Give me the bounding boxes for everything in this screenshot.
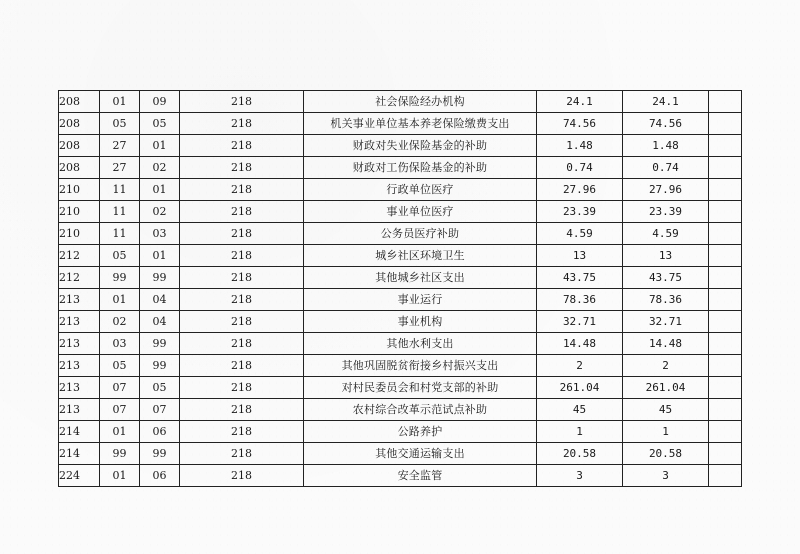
subitem-code-cell: 03 [140, 223, 180, 245]
class-code-cell: 208 [59, 135, 100, 157]
empty-cell [709, 443, 742, 465]
unit-code-cell: 218 [180, 377, 304, 399]
subitem-code-cell: 07 [140, 399, 180, 421]
unit-code-cell: 218 [180, 399, 304, 421]
amount-basic-cell: 32.71 [623, 311, 709, 333]
table-row [59, 157, 742, 179]
class-code-cell: 208 [59, 113, 100, 135]
class-code-cell: 214 [59, 443, 100, 465]
unit-code-cell: 218 [180, 421, 304, 443]
empty-cell [709, 289, 742, 311]
amount-basic-cell: 23.39 [623, 201, 709, 223]
amount-basic-cell: 45 [623, 399, 709, 421]
table-body [59, 91, 742, 487]
item-code-cell: 27 [100, 157, 140, 179]
empty-cell [709, 399, 742, 421]
amount-basic-cell: 4.59 [623, 223, 709, 245]
amount-cell: 74.56 [537, 113, 623, 135]
budget-table [58, 90, 742, 487]
unit-code-cell: 218 [180, 91, 304, 113]
table-row [59, 135, 742, 157]
amount-basic-cell: 13 [623, 245, 709, 267]
table-row [59, 465, 742, 487]
unit-code-cell: 218 [180, 311, 304, 333]
table-row [59, 245, 742, 267]
empty-cell [709, 377, 742, 399]
amount-cell: 27.96 [537, 179, 623, 201]
subitem-code-cell: 01 [140, 245, 180, 267]
amount-cell: 24.1 [537, 91, 623, 113]
empty-cell [709, 267, 742, 289]
empty-cell [709, 179, 742, 201]
item-code-cell: 05 [100, 113, 140, 135]
item-code-cell: 11 [100, 179, 140, 201]
amount-basic-cell: 0.74 [623, 157, 709, 179]
unit-code-cell: 218 [180, 333, 304, 355]
expense-name-cell: 财政对工伤保险基金的补助 [304, 157, 537, 179]
amount-cell: 13 [537, 245, 623, 267]
item-code-cell: 07 [100, 377, 140, 399]
table-row [59, 113, 742, 135]
table-row [59, 399, 742, 421]
empty-cell [709, 135, 742, 157]
table-row [59, 91, 742, 113]
class-code-cell: 214 [59, 421, 100, 443]
table-row [59, 267, 742, 289]
subitem-code-cell: 09 [140, 91, 180, 113]
expense-name-cell: 事业运行 [304, 289, 537, 311]
unit-code-cell: 218 [180, 443, 304, 465]
expense-name-cell: 其他水利支出 [304, 333, 537, 355]
amount-cell: 261.04 [537, 377, 623, 399]
item-code-cell: 03 [100, 333, 140, 355]
expense-name-cell: 机关事业单位基本养老保险缴费支出 [304, 113, 537, 135]
empty-cell [709, 223, 742, 245]
empty-cell [709, 245, 742, 267]
class-code-cell: 213 [59, 333, 100, 355]
amount-cell: 78.36 [537, 289, 623, 311]
amount-cell: 32.71 [537, 311, 623, 333]
subitem-code-cell: 04 [140, 289, 180, 311]
empty-cell [709, 465, 742, 487]
subitem-code-cell: 99 [140, 443, 180, 465]
subitem-code-cell: 02 [140, 157, 180, 179]
expense-name-cell: 事业单位医疗 [304, 201, 537, 223]
amount-cell: 4.59 [537, 223, 623, 245]
expense-name-cell: 事业机构 [304, 311, 537, 333]
unit-code-cell: 218 [180, 223, 304, 245]
class-code-cell: 212 [59, 267, 100, 289]
class-code-cell: 210 [59, 179, 100, 201]
item-code-cell: 05 [100, 245, 140, 267]
unit-code-cell: 218 [180, 267, 304, 289]
amount-cell: 1.48 [537, 135, 623, 157]
item-code-cell: 05 [100, 355, 140, 377]
amount-basic-cell: 1 [623, 421, 709, 443]
class-code-cell: 213 [59, 289, 100, 311]
subitem-code-cell: 99 [140, 355, 180, 377]
expense-name-cell: 公路养护 [304, 421, 537, 443]
class-code-cell: 208 [59, 157, 100, 179]
item-code-cell: 01 [100, 465, 140, 487]
expense-name-cell: 行政单位医疗 [304, 179, 537, 201]
amount-cell: 2 [537, 355, 623, 377]
subitem-code-cell: 01 [140, 135, 180, 157]
table-row [59, 443, 742, 465]
table-row [59, 421, 742, 443]
class-code-cell: 208 [59, 91, 100, 113]
amount-cell: 20.58 [537, 443, 623, 465]
class-code-cell: 213 [59, 377, 100, 399]
empty-cell [709, 333, 742, 355]
amount-basic-cell: 27.96 [623, 179, 709, 201]
expense-name-cell: 其他城乡社区支出 [304, 267, 537, 289]
amount-cell: 45 [537, 399, 623, 421]
expense-name-cell: 财政对失业保险基金的补助 [304, 135, 537, 157]
amount-cell: 1 [537, 421, 623, 443]
expense-name-cell: 农村综合改革示范试点补助 [304, 399, 537, 421]
amount-basic-cell: 261.04 [623, 377, 709, 399]
item-code-cell: 99 [100, 267, 140, 289]
amount-basic-cell: 1.48 [623, 135, 709, 157]
unit-code-cell: 218 [180, 157, 304, 179]
empty-cell [709, 421, 742, 443]
amount-cell: 3 [537, 465, 623, 487]
table-row [59, 377, 742, 399]
expense-name-cell: 对村民委员会和村党支部的补助 [304, 377, 537, 399]
amount-basic-cell: 20.58 [623, 443, 709, 465]
amount-basic-cell: 43.75 [623, 267, 709, 289]
empty-cell [709, 355, 742, 377]
amount-cell: 14.48 [537, 333, 623, 355]
subitem-code-cell: 04 [140, 311, 180, 333]
item-code-cell: 01 [100, 289, 140, 311]
amount-basic-cell: 2 [623, 355, 709, 377]
class-code-cell: 224 [59, 465, 100, 487]
expense-name-cell: 其他巩固脱贫衔接乡村振兴支出 [304, 355, 537, 377]
amount-basic-cell: 24.1 [623, 91, 709, 113]
unit-code-cell: 218 [180, 289, 304, 311]
subitem-code-cell: 06 [140, 465, 180, 487]
class-code-cell: 212 [59, 245, 100, 267]
empty-cell [709, 311, 742, 333]
expense-name-cell: 城乡社区环境卫生 [304, 245, 537, 267]
amount-cell: 0.74 [537, 157, 623, 179]
empty-cell [709, 201, 742, 223]
expense-name-cell: 公务员医疗补助 [304, 223, 537, 245]
empty-cell [709, 157, 742, 179]
class-code-cell: 213 [59, 355, 100, 377]
class-code-cell: 210 [59, 201, 100, 223]
class-code-cell: 210 [59, 223, 100, 245]
item-code-cell: 07 [100, 399, 140, 421]
table-row [59, 179, 742, 201]
unit-code-cell: 218 [180, 113, 304, 135]
unit-code-cell: 218 [180, 245, 304, 267]
expense-name-cell: 社会保险经办机构 [304, 91, 537, 113]
table-row [59, 355, 742, 377]
item-code-cell: 02 [100, 311, 140, 333]
table-row [59, 289, 742, 311]
table-row [59, 311, 742, 333]
item-code-cell: 01 [100, 421, 140, 443]
item-code-cell: 27 [100, 135, 140, 157]
unit-code-cell: 218 [180, 179, 304, 201]
item-code-cell: 99 [100, 443, 140, 465]
empty-cell [709, 113, 742, 135]
amount-cell: 43.75 [537, 267, 623, 289]
unit-code-cell: 218 [180, 465, 304, 487]
subitem-code-cell: 06 [140, 421, 180, 443]
unit-code-cell: 218 [180, 355, 304, 377]
table-row [59, 333, 742, 355]
unit-code-cell: 218 [180, 201, 304, 223]
subitem-code-cell: 99 [140, 333, 180, 355]
class-code-cell: 213 [59, 399, 100, 421]
empty-cell [709, 91, 742, 113]
table-row [59, 201, 742, 223]
item-code-cell: 01 [100, 91, 140, 113]
subitem-code-cell: 99 [140, 267, 180, 289]
expense-name-cell: 其他交通运输支出 [304, 443, 537, 465]
amount-basic-cell: 14.48 [623, 333, 709, 355]
class-code-cell: 213 [59, 311, 100, 333]
subitem-code-cell: 05 [140, 113, 180, 135]
amount-basic-cell: 74.56 [623, 113, 709, 135]
amount-basic-cell: 78.36 [623, 289, 709, 311]
item-code-cell: 11 [100, 201, 140, 223]
subitem-code-cell: 01 [140, 179, 180, 201]
unit-code-cell: 218 [180, 135, 304, 157]
table-row [59, 223, 742, 245]
expense-name-cell: 安全监管 [304, 465, 537, 487]
amount-cell: 23.39 [537, 201, 623, 223]
subitem-code-cell: 05 [140, 377, 180, 399]
subitem-code-cell: 02 [140, 201, 180, 223]
item-code-cell: 11 [100, 223, 140, 245]
amount-basic-cell: 3 [623, 465, 709, 487]
